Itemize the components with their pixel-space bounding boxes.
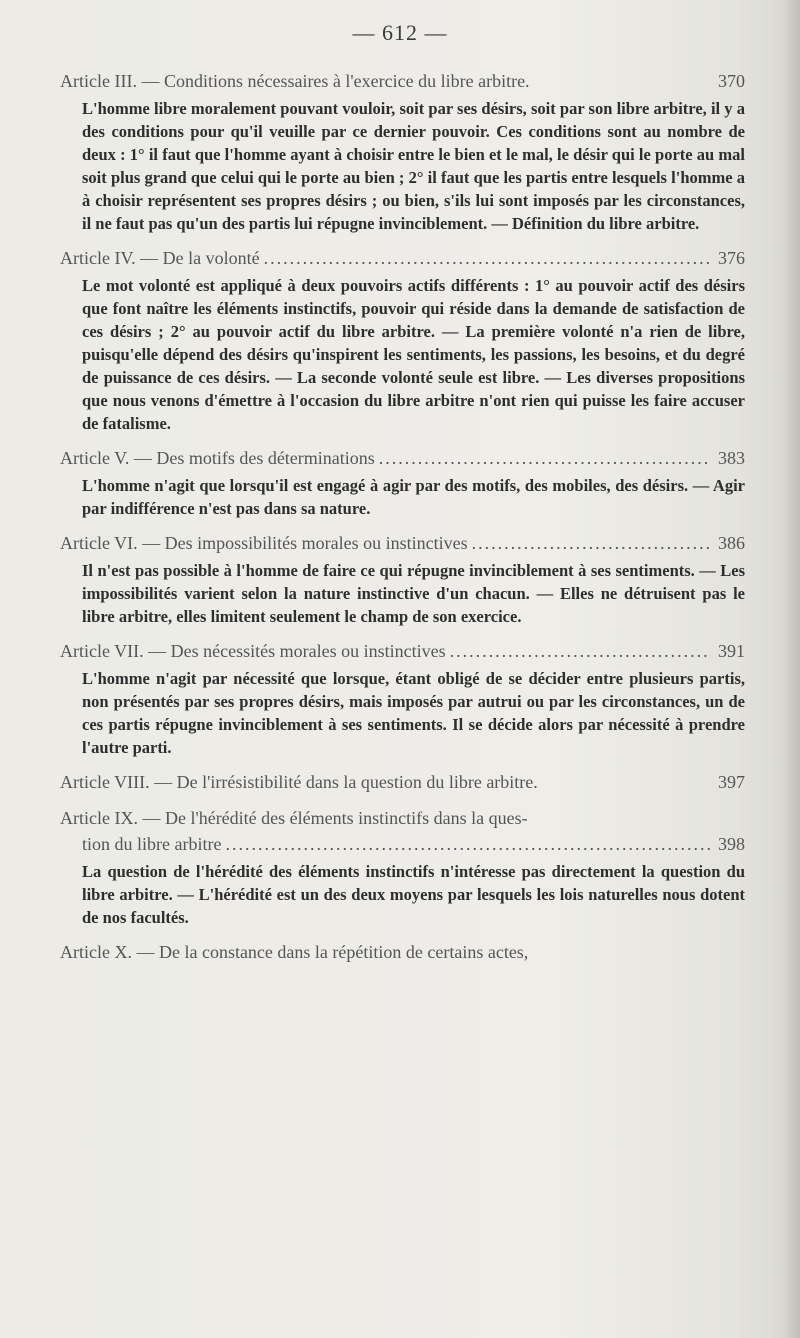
article-title: Article V. — Des motifs des déterminations [60, 448, 375, 468]
article-title: Article VII. — Des nécessités morales ou instinctives [60, 641, 446, 661]
article-summary: L'homme n'agit que lorsqu'il est engagé à agir par des motifs, des mobiles, des désirs. — Agir par indifférence n'est pas dans sa nature. [82, 476, 745, 518]
article-entry-vii [60, 638, 745, 664]
article-title: Article III. — Conditions nécessaires à l'exercice du libre arbitre. [60, 71, 530, 91]
article-summary: Le mot volonté est appliqué à deux pouvoirs actifs différents : 1° au pouvoir actif des désirs que font naître les éléments instinctifs, pouvoir qui réside dans la demande de satisfaction de ces désirs ; 2° au pouvoir actif du libre arbitre. — La première volonté n'a rien de libre, puisqu'elle dépend des désirs qu'inspirent les sentiments, les passions, les besoins, et du degré de puissance de ces désirs. — La seconde volonté seule est libre. — Les diverses propositions que nous venons d'émettre à l'occasion du libre arbitre n'ont rien qui puisse les faire accuser de fatalisme. [82, 276, 745, 433]
article-page-ref: 370 [718, 71, 745, 91]
article-entry-v [60, 445, 745, 471]
article-page-ref: 383 [718, 448, 745, 468]
article-title-continuation: tion du libre arbitre [82, 834, 222, 854]
article-page-ref: 391 [718, 641, 745, 661]
leader-dots [264, 245, 711, 271]
article-page-ref: 376 [718, 248, 745, 268]
article-entry-iii [60, 68, 745, 94]
article-entry-x [60, 939, 745, 965]
article-page-ref: 386 [718, 533, 745, 553]
leader-dots [472, 530, 711, 556]
article-title: Article IV. — De la volonté [60, 248, 260, 268]
article-entry-viii [60, 769, 745, 795]
leader-dots [379, 445, 711, 471]
article-page-ref: 397 [718, 772, 745, 792]
article-summary: La question de l'hérédité des éléments instinctifs n'intéresse pas directement la question du libre arbitre. — L'hérédité est un des deux moyens par lesquels les lois naturelles nous dotent de nos facultés. [82, 862, 745, 927]
article-title: Article X. — De la constance dans la répétition de certains actes, [60, 942, 529, 962]
leader-dots [225, 831, 714, 857]
article-summary: Il n'est pas possible à l'homme de faire ce qui répugne invinciblement à ses sentiments. — Les impossibilités varient selon la nature instinctive d'un chacun. — Elles ne détruisent pas le libre arbitre, elles limitent seulement le champ de son exercice. [82, 561, 745, 626]
table-of-contents [60, 58, 745, 965]
article-entry-vi [60, 530, 745, 556]
article-entry-ix [60, 805, 745, 857]
article-summary: L'homme n'agit par nécessité que lorsque, étant obligé de se décider entre plusieurs partis, non présentés par ses propres désirs, mais imposés par autrui ou par les circonstances, un de ces partis répugne invinciblement à ses sentiments. Il se décide alors par nécessité à prendre l'autre parti. [82, 669, 745, 757]
article-entry-iv [60, 245, 745, 271]
page-number: — 612 — [352, 20, 448, 45]
article-title: Article VIII. — De l'irrésistibilité dans la question du libre arbitre. [60, 772, 538, 792]
article-title: Article VI. — Des impossibilités morales ou instinctives [60, 533, 468, 553]
article-summary: L'homme libre moralement pouvant vouloir, soit par ses désirs, soit par son libre arbitre, il y a des conditions pour qu'il veuille par ce dernier pouvoir. Ces conditions sont au nombre de deux : 1° il faut que l'homme ayant à choisir entre le bien et le mal, le désir qui le porte au mal soit plus grand que celui qui le porte au bien ; 2° il faut que les partis entre lesquels l'homme a à choisir représentent ses propres désirs ; ou bien, s'ils lui sont imposés par les circonstances, il ne faut pas qu'un des partis lui répugne invinciblement. — Définition du libre arbitre. [82, 99, 745, 233]
page-edge-shadow [782, 0, 800, 1338]
article-title: Article IX. — De l'hérédité des éléments instinctifs dans la ques- [60, 808, 528, 828]
leader-dots [450, 638, 711, 664]
article-page-ref: 398 [718, 834, 745, 854]
